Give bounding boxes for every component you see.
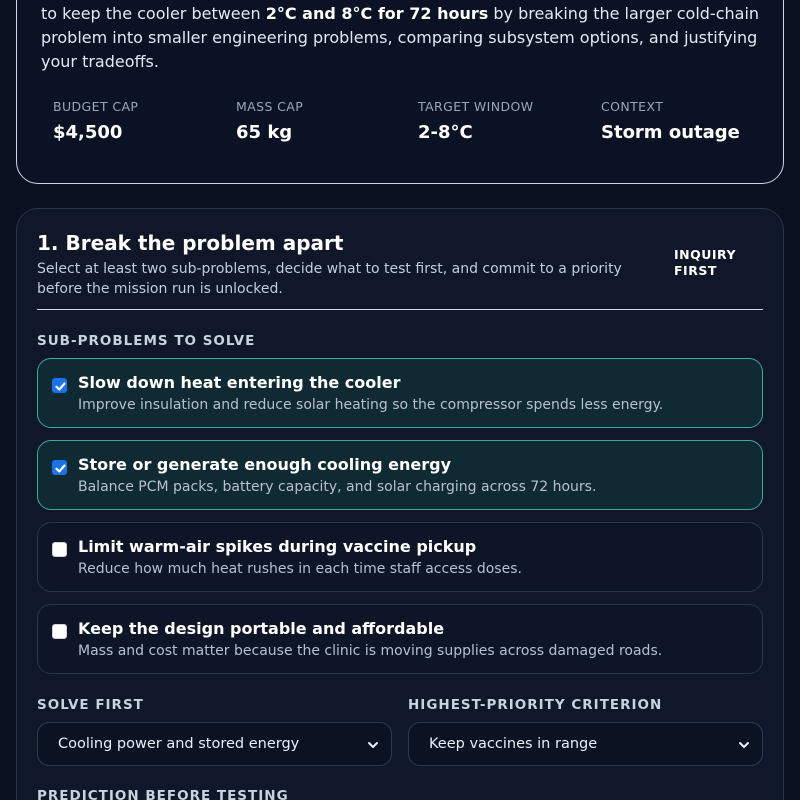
subproblem-title: Store or generate enough cooling energy xyxy=(78,455,451,474)
subproblem-description: Reduce how much heat rushes in each time staff access doses. xyxy=(78,561,522,577)
solve-first-select[interactable] xyxy=(37,722,392,766)
mission-description-emphasis: 2°C and 8°C for 72 hours xyxy=(265,4,489,23)
subproblem-title: Limit warm-air spikes during vaccine pickup xyxy=(78,537,477,556)
priority-criterion-label: HIGHEST-PRIORITY CRITERION xyxy=(408,697,663,713)
checkbox-checked[interactable] xyxy=(52,378,67,393)
subproblem-description: Improve insulation and reduce solar heating so the compressor spends less energy. xyxy=(78,397,664,413)
checkmark-icon xyxy=(54,462,67,475)
stat-label: BUDGET CAP xyxy=(53,99,139,114)
prediction-label: PREDICTION BEFORE TESTING xyxy=(37,788,289,800)
section-divider xyxy=(37,309,763,310)
stat-context xyxy=(601,99,740,143)
inquiry-first-badge: INQUIRY FIRST xyxy=(674,247,737,278)
subproblem-title: Keep the design portable and affordable xyxy=(78,619,445,638)
section-title: 1. Break the problem apart xyxy=(37,231,344,255)
solve-first-value: Cooling power and stored energy xyxy=(58,736,300,752)
priority-criterion-value: Keep vaccines in range xyxy=(429,736,598,752)
mission-stats xyxy=(53,99,773,143)
subproblem-option-warm-air-spikes[interactable] xyxy=(37,522,763,592)
stat-label: MASS CAP xyxy=(236,99,304,114)
stat-value: $4,500 xyxy=(53,122,123,143)
mission-description-part: by breaking the larger cold-chain problem into smaller engineering problems, comparing subsystem options, and justifying your tradeoffs. xyxy=(41,4,760,71)
priority-criterion-select[interactable] xyxy=(408,722,763,766)
subproblems-label: SUB-PROBLEMS TO SOLVE xyxy=(37,333,256,349)
stat-value: 65 kg xyxy=(236,122,293,143)
checkbox-unchecked[interactable] xyxy=(52,542,67,557)
stat-target-window xyxy=(418,99,534,143)
subproblem-description: Mass and cost matter because the clinic is moving supplies across damaged roads. xyxy=(78,643,663,659)
break-problem-section xyxy=(16,208,784,800)
stat-mass-cap xyxy=(236,99,303,143)
stat-budget-cap xyxy=(53,99,138,143)
checkbox-checked[interactable] xyxy=(52,460,67,475)
mission-description xyxy=(41,2,761,74)
stat-value: 2-8°C xyxy=(418,122,473,143)
section-subtitle: Select at least two sub-problems, decide what to test first, and commit to a priority before the mission run is unlocked. xyxy=(37,261,622,297)
checkmark-icon xyxy=(54,380,67,393)
subproblem-option-portable-affordable[interactable] xyxy=(37,604,763,674)
stat-label: CONTEXT xyxy=(601,99,664,114)
mission-overview-card xyxy=(16,0,784,184)
subproblem-description: Balance PCM packs, battery capacity, and solar charging across 72 hours. xyxy=(78,479,597,495)
subproblem-option-heat-entry[interactable] xyxy=(37,358,763,428)
stat-value: Storm outage xyxy=(601,122,740,143)
subproblem-title: Slow down heat entering the cooler xyxy=(78,373,401,392)
stat-label: TARGET WINDOW xyxy=(418,99,534,114)
subproblem-option-cooling-energy[interactable] xyxy=(37,440,763,510)
solve-first-label: SOLVE FIRST xyxy=(37,697,144,713)
mission-description-part: to keep the cooler between xyxy=(41,4,266,23)
checkbox-unchecked[interactable] xyxy=(52,624,67,639)
chevron-down-icon xyxy=(738,739,750,751)
chevron-down-icon xyxy=(367,739,379,751)
